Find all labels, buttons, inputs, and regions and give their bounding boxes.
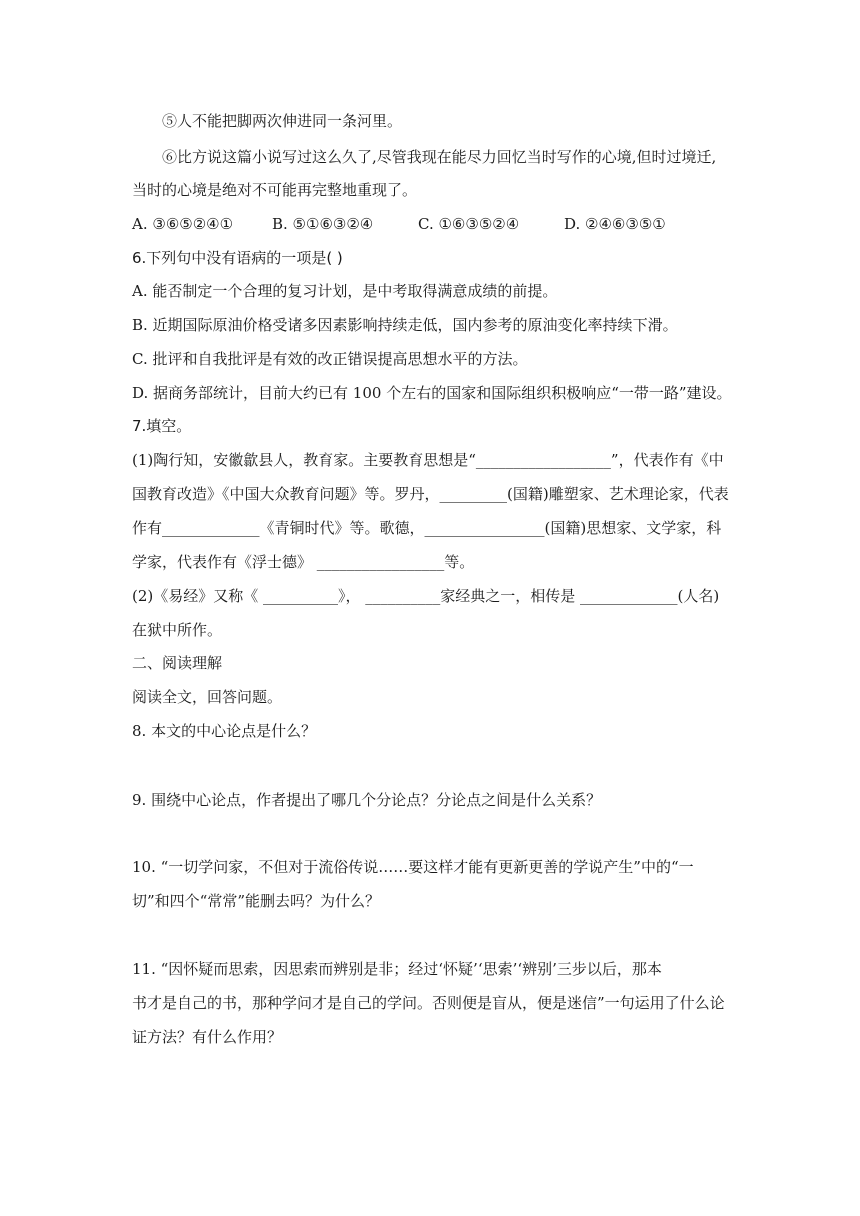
q7-part2-line-1: (2)《易经》又称《 __________》， __________家经典之一，相传是 _____________(人名) — [132, 587, 720, 605]
q8-text: 8. 本文的中心论点是什么？ — [132, 722, 317, 740]
q5-item-5: ⑤人不能把脚两次伸进同一条河里。 — [162, 112, 403, 130]
q7-part1-line-1: (1)陶行知，安徽歙县人，教育家。主要教育思想是“__________________”，代表作有《中 — [132, 451, 724, 469]
q5-option-d: D. ②④⑥③⑤① — [564, 215, 666, 233]
q5-option-c: C. ①⑥③⑤②④ — [418, 215, 520, 233]
q5-option-b: B. ⑤①⑥③②④ — [272, 215, 374, 233]
q5-item-6-line-2: 当时的心境是绝对不可能再完整地重现了。 — [132, 181, 418, 199]
q11-line-1: 11. “因怀疑而思索，因思索而辨别是非；经过‘怀疑’‘思索’‘辨别’三步以后，那本 — [132, 960, 662, 978]
q10-line-1: 10. “一切学问家，不但对于流俗传说……要这样才能有更新更善的学说产生”中的“一 — [132, 858, 694, 876]
reading-instruction: 阅读全文，回答问题。 — [132, 688, 283, 706]
q5-option-a: A. ③⑥⑤②④① — [132, 215, 234, 233]
q7-part1-line-3: 作有_____________《青铜时代》等。歌德，________________(国籍)思想家、文学家，科 — [132, 519, 722, 537]
q7-stem: 7.填空。 — [132, 417, 192, 435]
q11-line-3: 证方法？有什么作用？ — [132, 1028, 283, 1046]
q6-stem: 6.下列句中没有语病的一项是( ) — [132, 249, 343, 267]
q9-text: 9. 围绕中心论点，作者提出了哪几个分论点？分论点之间是什么关系？ — [132, 791, 602, 809]
q11-line-2: 书才是自己的书，那种学问才是自己的学问。否则便是盲从，便是迷信”一句运用了什么论 — [132, 994, 725, 1012]
q6-option-d: D. 据商务部统计，目前大约已有 100 个左右的国家和国际组织积极响应“一带一路”建设。 — [132, 384, 732, 402]
q7-part1-line-2: 国教育改造》《中国大众教育问题》等。罗丹，_________(国籍)雕塑家、艺术理论家，代表 — [132, 485, 729, 503]
q10-line-2: 切”和四个“常常”能删去吗？为什么？ — [132, 892, 381, 910]
q7-part2-line-2: 在狱中所作。 — [132, 621, 223, 639]
section-heading-reading: 二、阅读理解 — [132, 654, 223, 672]
q6-option-c: C. 批评和自我批评是有效的改正错误提高思想水平的方法。 — [132, 350, 528, 368]
q7-part1-line-4: 学家，代表作有《浮士德》 _________________等。 — [132, 553, 475, 571]
q6-option-b: B. 近期国际原油价格受诸多因素影响持续走低，国内参考的原油变化率持续下滑。 — [132, 316, 678, 334]
q5-item-6-line-1: ⑥比方说这篇小说写过这么久了,尽管我现在能尽力回忆当时写作的心境,但时过境迁, — [162, 148, 717, 166]
q6-option-a: A. 能否制定一个合理的复习计划，是中考取得满意成绩的前提。 — [132, 282, 558, 300]
